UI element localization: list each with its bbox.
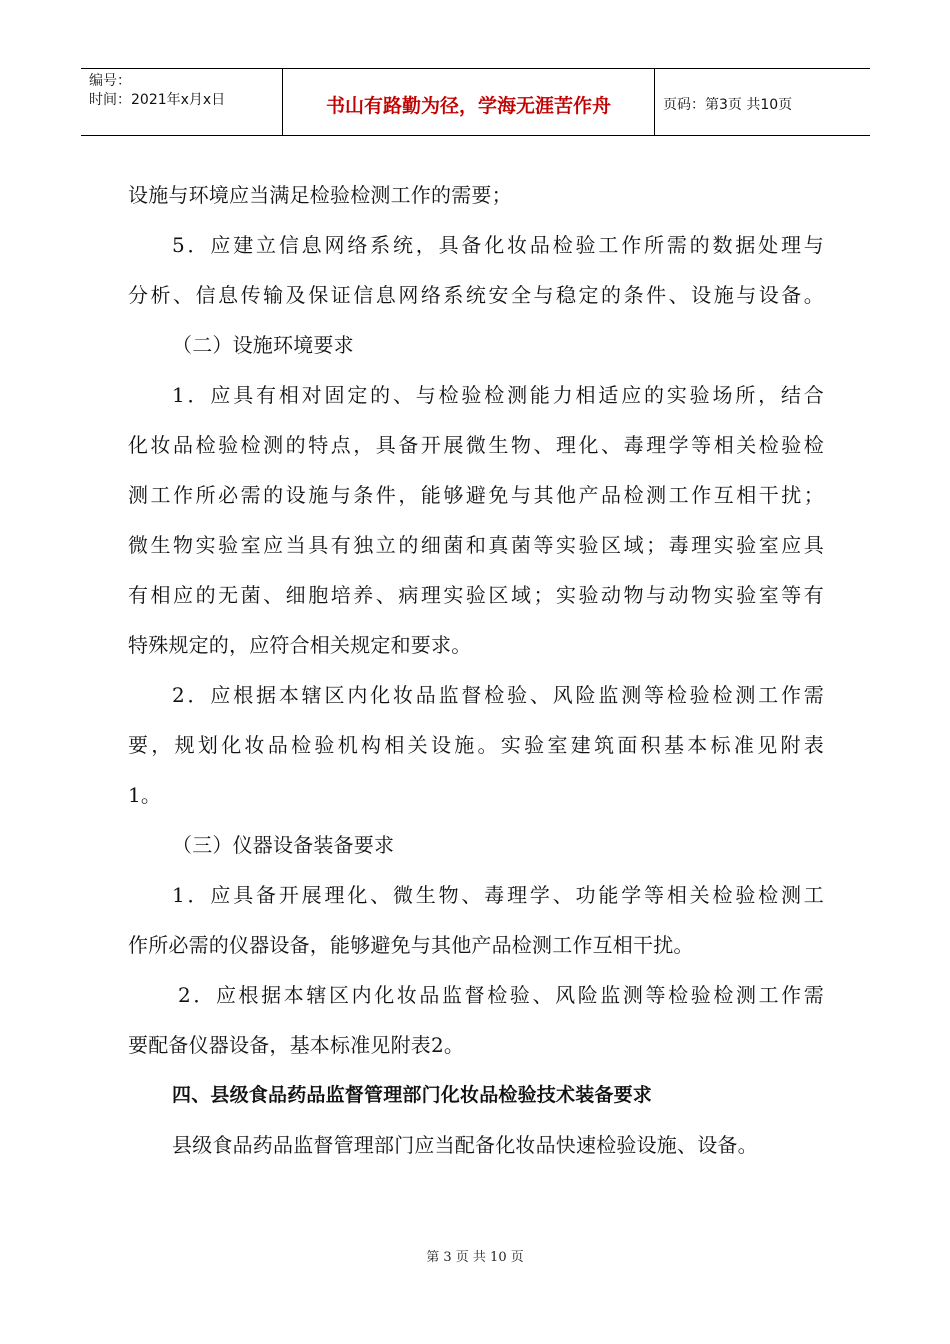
text-line: 作所必需的仪器设备，能够避免与其他产品检测工作互相干扰。 (128, 933, 694, 957)
document-date: 时间：2021年x月x日 (89, 92, 226, 108)
document-number-label: 编号： (89, 73, 131, 89)
text-line: 县级食品药品监督管理部门应当配备化妆品快速检验设施、设备。 (172, 1133, 758, 1157)
chapter-heading: 四、县级食品药品监督管理部门化妆品检验技术装备要求 (172, 1084, 653, 1106)
text-line: 5．应建立信息网络系统，具备化妆品检验工作所需的数据处理与 (172, 233, 824, 257)
text-line: 要，规划化妆品检验机构相关设施。实验室建筑面积基本标准见附表 (128, 733, 824, 757)
text-line: 测工作所必需的设施与条件，能够避免与其他产品检测工作互相干扰； (128, 483, 824, 507)
text-line: 1．应具备开展理化、微生物、毒理学、功能学等相关检验检测工 (172, 883, 824, 907)
page-footer: 第 3 页 共 10 页 (426, 1250, 524, 1265)
section-heading: （二）设施环境要求 (172, 333, 354, 357)
text-line: 有相应的无菌、细胞培养、病理实验区域；实验动物与动物实验室等有 (128, 583, 824, 607)
text-line: 特殊规定的，应符合相关规定和要求。 (128, 633, 472, 657)
text-line: 分析、信息传输及保证信息网络系统安全与稳定的条件、设施与设备。 (128, 283, 824, 307)
header-meta (81, 69, 283, 135)
document-body (128, 170, 824, 1170)
text-line: 2．应根据本辖区内化妆品监督检验、风险监测等检验检测工作需 (178, 983, 824, 1007)
text-line: 1。 (128, 783, 162, 807)
header-page-info: 页码：第3页 共10页 (663, 97, 793, 113)
text-line: 微生物实验室应当具有独立的细菌和真菌等实验区域；毒理实验室应具 (128, 533, 824, 557)
section-heading: （三）仪器设备装备要求 (172, 833, 395, 857)
text-line: 要配备仪器设备，基本标准见附表2。 (128, 1033, 465, 1057)
header-motto: 书山有路勤为径，学海无涯苦作舟 (283, 69, 655, 135)
text-line: 2．应根据本辖区内化妆品监督检验、风险监测等检验检测工作需 (172, 683, 824, 707)
text-line: 化妆品检验检测的特点，具备开展微生物、理化、毒理学等相关检验检 (128, 433, 824, 457)
text-line: 1．应具有相对固定的、与检验检测能力相适应的实验场所，结合 (172, 383, 824, 407)
page-header (81, 68, 870, 136)
text-line: 设施与环境应当满足检验检测工作的需要； (128, 183, 512, 207)
